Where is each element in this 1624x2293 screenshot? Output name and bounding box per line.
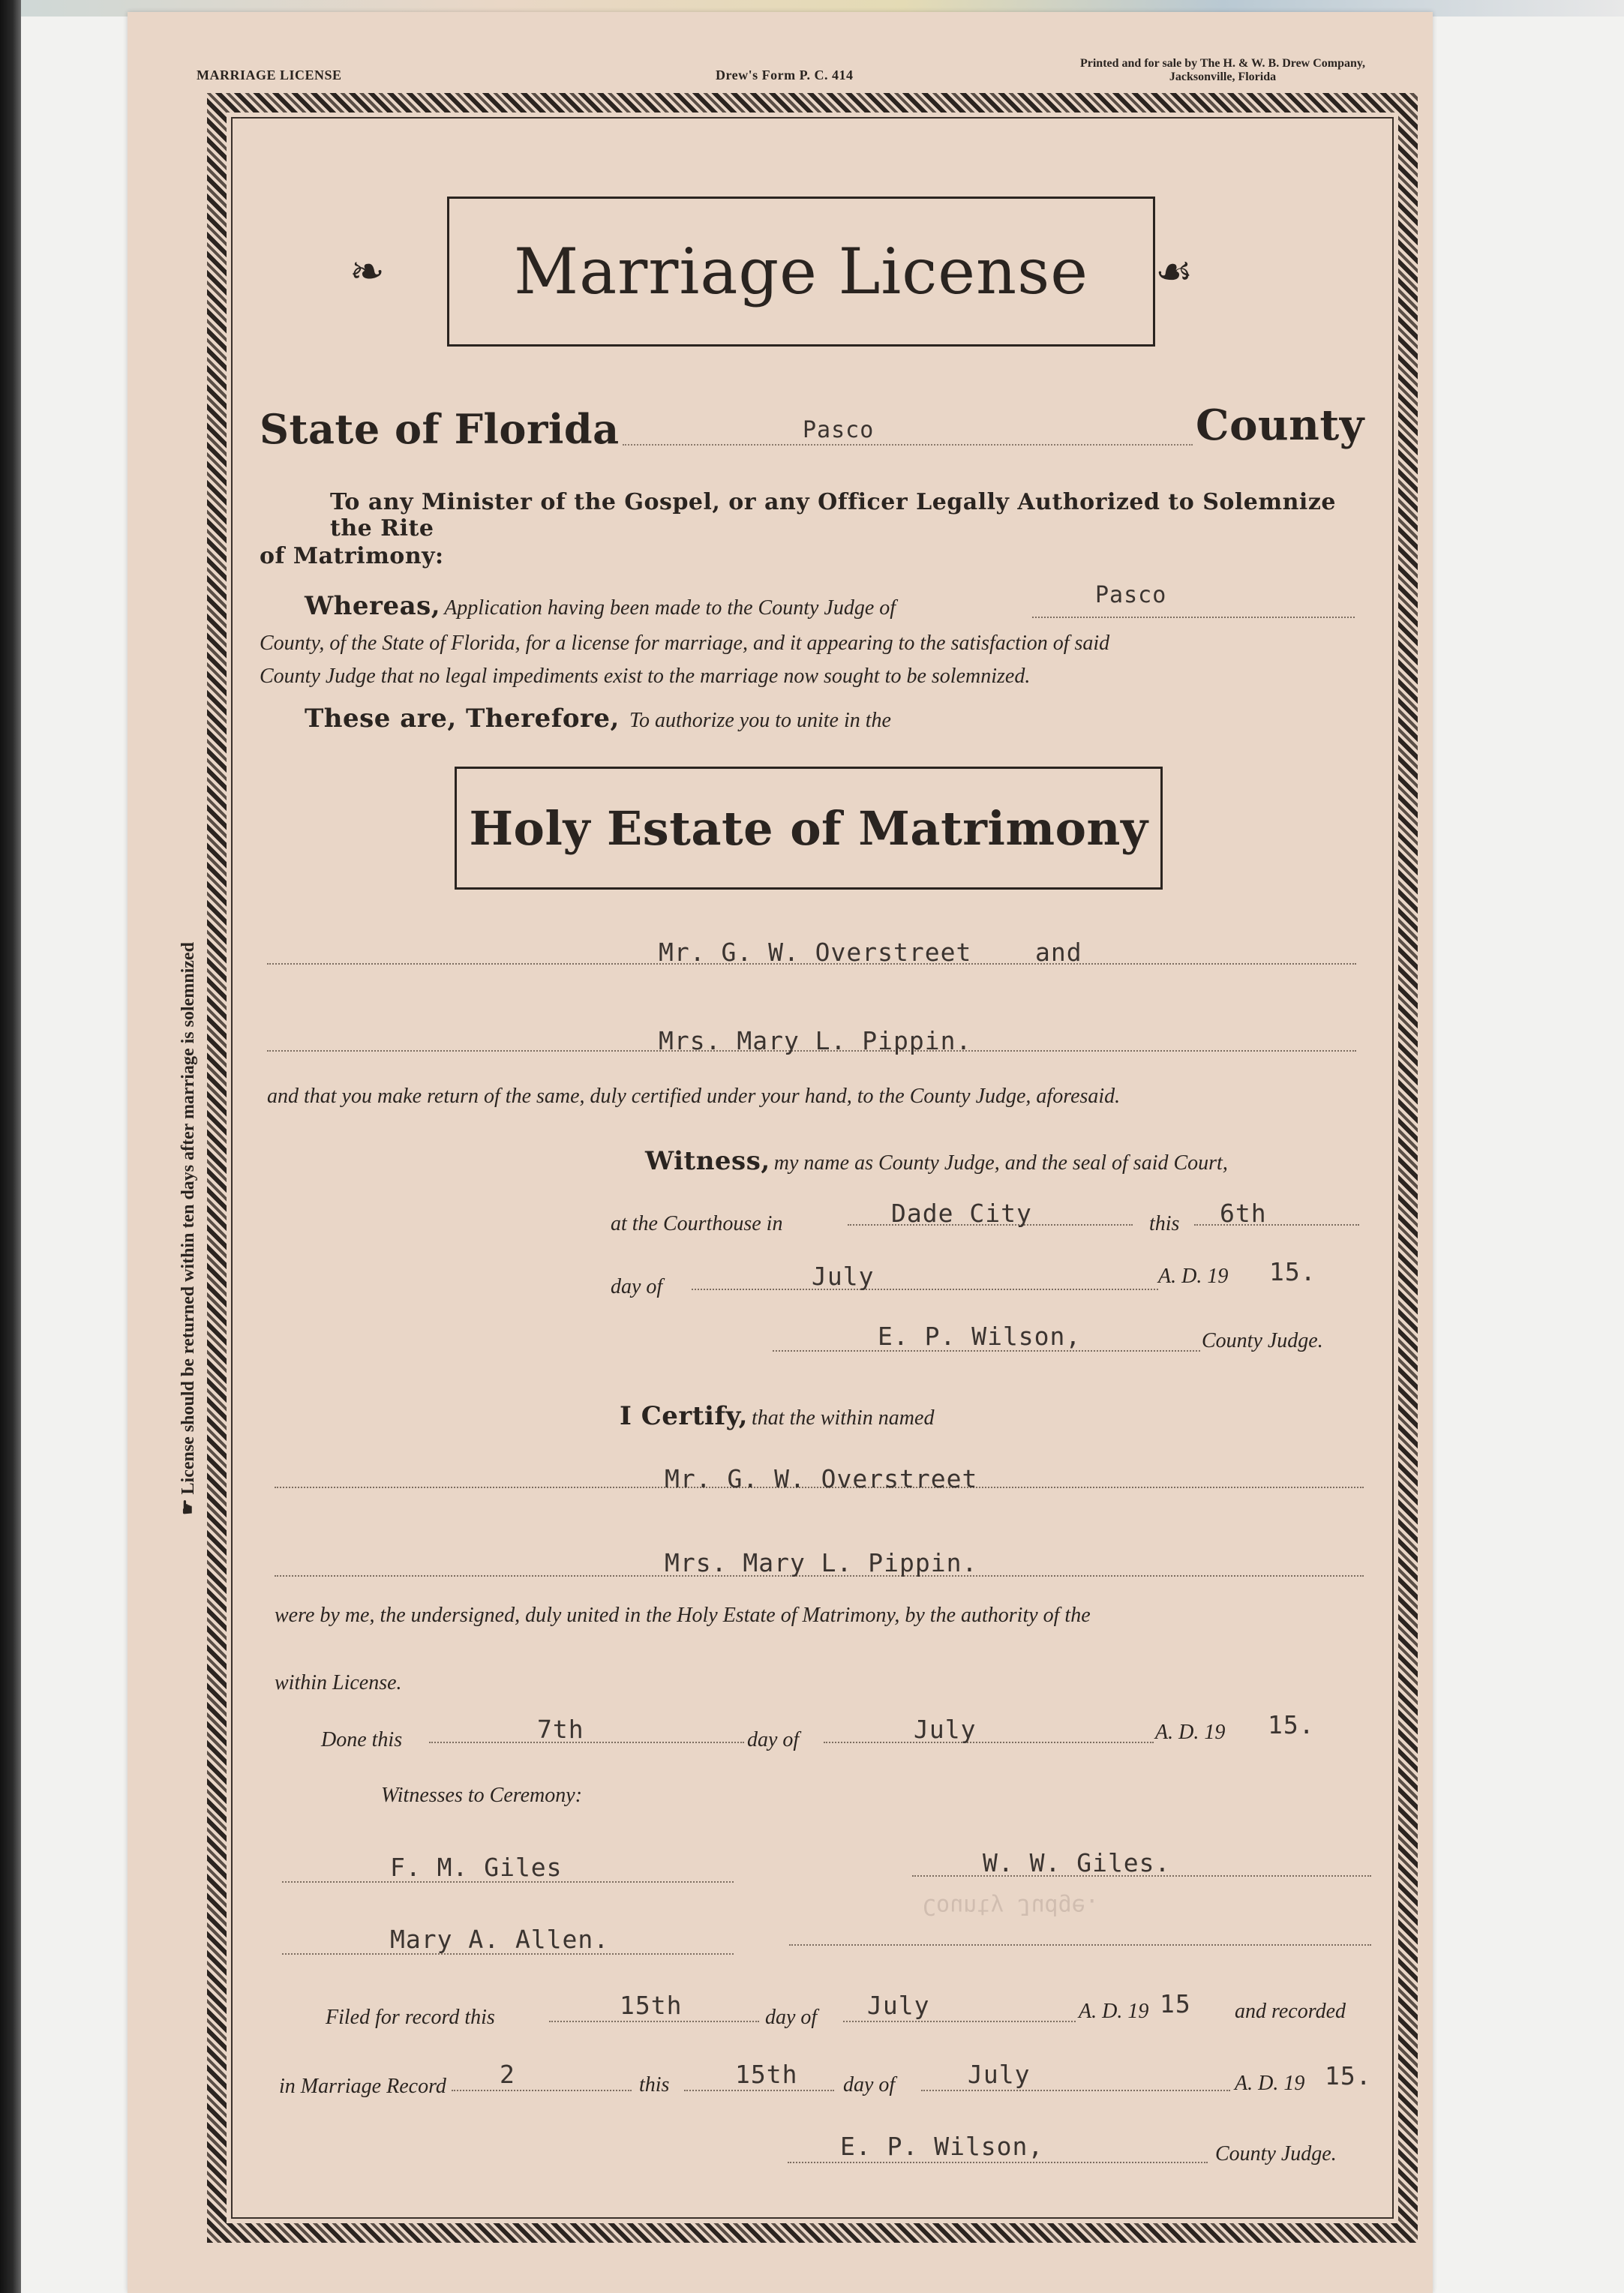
right-flourish-icon: ☙	[1155, 248, 1193, 296]
certify-groom: Mr. G. W. Overstreet	[665, 1464, 978, 1493]
judge-signature: E. P. Wilson,	[878, 1322, 1082, 1351]
done-day: 7th	[537, 1715, 584, 1744]
page-title: Marriage License	[514, 235, 1088, 308]
done-month: July	[914, 1715, 977, 1744]
header-left: MARRIAGE LICENSE	[197, 68, 342, 83]
and-word: and	[1035, 938, 1082, 967]
ceremony-label: Witnesses to Ceremony:	[381, 1784, 583, 1807]
state-heading: State of Florida	[260, 405, 620, 453]
title-box	[447, 197, 1155, 347]
bleed-through-mark: County Judge.	[923, 1893, 1099, 1919]
county-word: County	[1196, 401, 1364, 450]
filed-judge-signature: E. P. Wilson,	[840, 2132, 1044, 2161]
record-year: 15.	[1325, 2061, 1372, 2090]
filed-day: 15th	[620, 1991, 683, 2020]
record-day: 15th	[735, 2060, 798, 2089]
filed-year: 15	[1160, 1989, 1191, 2018]
scan-edge	[0, 0, 21, 2293]
witness-two: Mary A. Allen.	[390, 1925, 610, 1954]
courthouse-place: Dade City	[891, 1199, 1032, 1228]
return-text: and that you make return of the same, duly certified under your hand, to the County Judge, aforesaid.	[267, 1085, 1121, 1108]
whereas-paragraph: Whereas, Application having been made to the County Judge of County, of the State of Florida, for a license for marriage, and it appearing to the satisfaction of said County Judge that no legal impediments exist to the marriage now sought to be solemnized.	[260, 591, 1110, 688]
header-form-number: Drew's Form P. C. 414	[716, 68, 854, 83]
left-flourish-icon: ❧	[350, 248, 385, 296]
therefore-line: These are, Therefore, To authorize you to unite in the	[305, 704, 891, 734]
whereas-county-value: Pasco	[1095, 582, 1167, 608]
witness-month: July	[812, 1262, 875, 1291]
groom-name: Mr. G. W. Overstreet	[659, 938, 972, 967]
done-year: 15.	[1268, 1710, 1315, 1739]
holy-estate-heading: Holy Estate of Matrimony	[469, 800, 1148, 856]
record-number: 2	[500, 2060, 515, 2089]
county-line	[623, 444, 1193, 446]
witness-year: 15.	[1269, 1257, 1316, 1286]
header-printer: Printed and for sale by The H. & W. B. Drew Company, Jacksonville, Florida	[1079, 57, 1366, 83]
certify-line: I Certify, that the within named	[620, 1401, 935, 1431]
bride-name: Mrs. Mary L. Pippin.	[659, 1026, 972, 1055]
officiant-name: W. W. Giles.	[983, 1848, 1171, 1877]
record-month: July	[968, 2060, 1031, 2089]
county-value: Pasco	[803, 417, 875, 443]
certify-bride: Mrs. Mary L. Pippin.	[665, 1548, 978, 1577]
united-text: were by me, the undersigned, duly united in the Holy Estate of Matrimony, by the authority of the	[275, 1604, 1091, 1627]
filed-month: July	[867, 1991, 930, 2020]
address-line-2: of Matrimony:	[260, 543, 444, 569]
address-line-1: To any Minister of the Gospel, or any Officer Legally Authorized to Solemnize the Rite	[330, 489, 1336, 542]
witness-line: Witness, my name as County Judge, and the seal of said Court,	[645, 1146, 1228, 1176]
witness-one: F. M. Giles	[390, 1853, 563, 1882]
holy-estate-box	[455, 767, 1163, 890]
side-note: ☛ License should be returned within ten days after marriage is solemnized	[179, 942, 198, 1515]
witness-day: 6th	[1220, 1199, 1267, 1228]
